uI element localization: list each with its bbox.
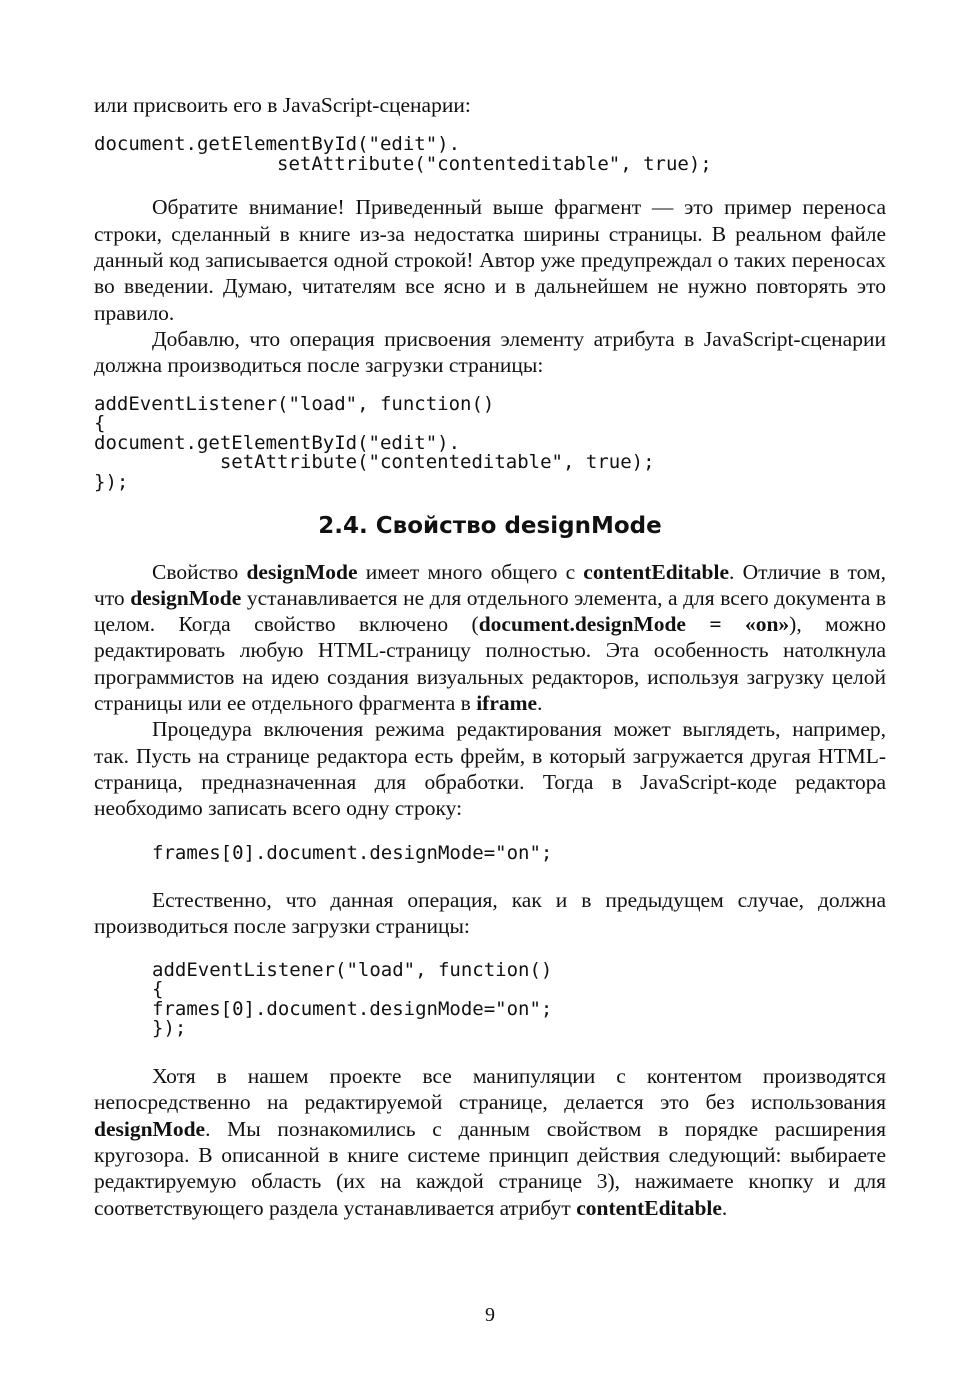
paragraph-add: Добавлю, что операция присвоения элементу атрибута в JavaScript-сценарии должна производиться после загрузки страницы:	[94, 326, 886, 378]
intro-line: или присвоить его в JavaScript-сценарии:	[94, 93, 471, 117]
code-block-load-listener: addEventListener("load", function() { document.getElementById("edit"). setAttribute("contenteditable", true); });	[94, 392, 655, 493]
page-number: 9	[485, 1304, 495, 1326]
paragraph-procedure: Процедура включения режима редактирования может выглядеть, например, так. Пусть на странице редактора есть фрейм, в который загружается другая HTML-страница, предназначенная для обработки. Тогда в JavaScript-коде редактора необходимо записать всего одну строку:	[94, 717, 886, 821]
code-block-frames-listener: addEventListener("load", function() { frames[0].document.designMode="on"; });	[152, 958, 553, 1040]
paragraph-final: Хотя в нашем проекте все манипуляции с контентом производятся непосредственно на редактируемой странице, делается это без использования designMode. Мы познакомились с данным свойством в порядке расширения кругозора. В описанной в книге системе принцип действия следующий: выбираете редактируемую область (их на каждой странице 3), нажимаете кнопку и для соответствующего раздела устанавливается атрибут contentEditable.	[94, 1064, 886, 1220]
paragraph-designmode: Свойство designMode имеет много общего с contentEditable. Отличие в том, что designMode устанавливается не для отдельного элемента, а для всего документа в целом. Когда свойство включено (document.designMode = «on»), можно редактировать любую HTML-страницу полностью. Эта особенность натолкнула программистов на идею создания визуальных редакторов, используя загрузку целой страницы или ее отдельного фрагмента в iframe.	[94, 559, 887, 716]
code-block-frames: frames[0].document.designMode="on";	[152, 841, 553, 864]
code-block-set-attribute: document.getElementById("edit"). setAttribute("contenteditable", true);	[94, 133, 712, 175]
section-heading: 2.4. Свойство designMode	[318, 512, 662, 539]
page-body	[94, 92, 886, 1221]
paragraph-naturally: Естественно, что данная операция, как и в предыдущем случае, должна производиться после загрузки страницы:	[94, 888, 886, 939]
paragraph-notice: Обратите внимание! Приведенный выше фрагмент — это пример переноса строки, сделанный в книге из-за недостатка ширины страницы. В реальном файле данный код записывается одной строкой! Автор уже предупреждал о таких переносах во введении. Думаю, читателям все ясно и в дальнейшем не нужно повторять это правило.	[94, 195, 886, 325]
